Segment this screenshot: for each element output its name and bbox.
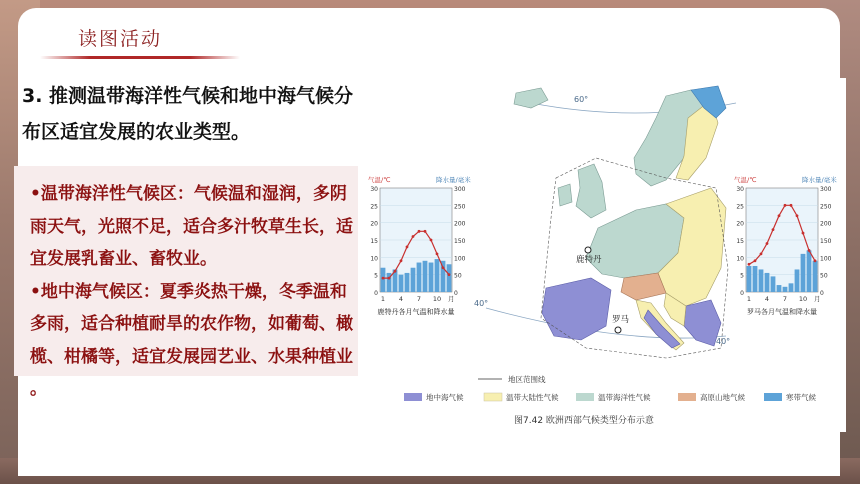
precipitation-bar: [747, 266, 752, 292]
y-left-tick-label: 25: [370, 203, 378, 211]
legend-label-plateau: 高原山地气候: [700, 393, 745, 402]
precipitation-bar: [399, 275, 404, 292]
y-left-tick-label: 10: [736, 255, 744, 263]
city-marker-rome: [615, 327, 621, 333]
y-left-tick-label: 0: [740, 290, 744, 297]
precipitation-bar: [801, 254, 806, 292]
temperature-point: [400, 259, 403, 262]
y-right-tick-label: 150: [820, 238, 832, 245]
map-caption: 图7.42 欧洲西部气候类型分布示意: [514, 416, 654, 426]
legend-swatch-continental: [484, 393, 502, 401]
temperature-point: [814, 259, 817, 262]
y-right-tick-label: 100: [820, 255, 832, 263]
city-label-rotterdam: 鹿特丹: [576, 255, 602, 265]
x-tick-label: 1: [380, 295, 386, 303]
x-axis-label: 月: [448, 295, 455, 303]
legend-swatch-mediterranean: [404, 393, 422, 401]
temperature-point: [382, 277, 385, 280]
y-right-tick-label: 50: [454, 272, 462, 280]
x-tick-label: 10: [432, 295, 442, 303]
y-left-tick-label: 20: [370, 220, 378, 228]
precipitation-bar: [429, 263, 434, 292]
y-left-tick-label: 30: [736, 186, 744, 193]
precipitation-bar: [789, 283, 794, 292]
precipitation-bar: [813, 261, 818, 292]
city-label-rome: 罗马: [612, 315, 630, 325]
precipitation-bar: [753, 266, 758, 292]
y-left-tick-label: 5: [374, 272, 378, 280]
y-left-tick-label: 20: [736, 220, 744, 228]
x-tick-label: 10: [798, 295, 808, 303]
y-right-tick-label: 200: [454, 220, 466, 228]
precipitation-bar: [441, 261, 446, 292]
legend-swatch-maritime: [576, 393, 594, 401]
region-ireland: [558, 184, 572, 206]
y-left-tick-label: 15: [370, 238, 378, 245]
legend-label-mediterranean: 地中海气候: [426, 393, 464, 402]
y-right-tick-label: 0: [820, 290, 824, 297]
section-title: 读图活动: [78, 28, 163, 50]
precipitation-bar: [405, 273, 410, 292]
precipitation-bar: [417, 263, 422, 292]
lat-label-mid: 40°: [716, 337, 731, 346]
temperature-point: [808, 249, 811, 252]
precipitation-bar: [795, 269, 800, 292]
temperature-point: [424, 230, 427, 233]
precipitation-bar: [447, 264, 452, 292]
precipitation-bar: [777, 285, 782, 292]
temperature-point: [772, 228, 775, 231]
precipitation-bar: [771, 276, 776, 292]
lat-label-north: 60°: [574, 95, 589, 104]
y-left-tick-label: 10: [370, 255, 378, 263]
title-underline: [40, 56, 240, 59]
temperature-point: [406, 246, 409, 249]
y-right-tick-label: 300: [820, 186, 832, 193]
precipitation-bar: [435, 259, 440, 292]
climate-map-figure: [366, 78, 846, 432]
x-tick-label: 7: [782, 295, 788, 303]
temperature-point: [448, 273, 451, 276]
precipitation-bar: [411, 268, 416, 292]
precipitation-bar: [381, 268, 386, 292]
temperature-point: [778, 214, 781, 217]
temperature-point: [766, 242, 769, 245]
y-left-tick-label: 5: [740, 272, 744, 280]
temperature-point: [412, 235, 415, 238]
legend-swatch-polar: [764, 393, 782, 401]
x-tick-label: 7: [416, 295, 422, 303]
chart-title: 鹿特丹各月气温和降水量: [377, 308, 455, 316]
y-right-tick-label: 150: [454, 238, 466, 245]
temperature-point: [436, 252, 439, 255]
y-right-tick-label: 100: [454, 255, 466, 263]
y-right-axis-label: 降水量/毫米: [802, 176, 837, 184]
x-tick-label: 4: [764, 295, 770, 303]
legend-label-continental: 温带大陆性气候: [506, 393, 559, 402]
y-left-axis-label: 气温/℃: [734, 176, 757, 184]
precipitation-bar: [423, 261, 428, 292]
answer-mediterranean: •地中海气候区：夏季炎热干燥，冬季温和多雨，适合种植耐旱的农作物，如葡萄、橄榄、柑橘等，适宜发展园艺业、水果种植业 。: [30, 281, 353, 399]
precipitation-bar: [807, 250, 812, 292]
x-axis-label: 月: [814, 295, 821, 303]
question-text: 3. 推测温带海洋性气候和地中海气候分布区适宜发展的农业类型。: [22, 85, 354, 143]
answer-list: [30, 178, 360, 406]
y-right-tick-label: 300: [454, 186, 466, 193]
y-right-axis-label: 降水量/毫米: [436, 176, 471, 184]
y-right-tick-label: 50: [820, 272, 828, 280]
temperature-point: [418, 230, 421, 233]
temperature-point: [748, 263, 751, 266]
temperature-point: [442, 266, 445, 269]
temperature-point: [784, 204, 787, 207]
legend-label-maritime: 温带海洋性气候: [598, 393, 651, 402]
temperature-point: [760, 252, 763, 255]
y-right-tick-label: 250: [454, 203, 466, 211]
y-right-tick-label: 200: [820, 220, 832, 228]
y-left-tick-label: 15: [736, 238, 744, 245]
y-left-tick-label: 0: [374, 290, 378, 297]
legend-swatch-plateau: [678, 393, 696, 401]
legend-label-polar: 寒带气候: [786, 393, 816, 402]
y-left-tick-label: 30: [370, 186, 378, 193]
y-left-axis-label: 气温/℃: [368, 176, 391, 184]
answer-maritime: •温带海洋性气候区：气候温和湿润，多阴雨天气，光照不足，适合多汁牧草生长，适宜发展乳畜业、畜牧业。: [30, 184, 353, 269]
chart-title: 罗马各月气温和降水量: [747, 308, 817, 316]
temperature-point: [802, 232, 805, 235]
y-left-tick-label: 25: [736, 203, 744, 211]
temperature-point: [388, 277, 391, 280]
temperature-point: [796, 214, 799, 217]
temperature-point: [394, 270, 397, 273]
precipitation-bar: [765, 273, 770, 292]
y-right-tick-label: 0: [454, 290, 458, 297]
lat-label-south: 40°: [474, 299, 489, 308]
y-right-tick-label: 250: [820, 203, 832, 211]
temperature-point: [430, 239, 433, 242]
legend-boundary-label: 地区范围线: [508, 375, 546, 384]
temperature-point: [790, 204, 793, 207]
city-marker-rotterdam: [585, 247, 591, 253]
precipitation-bar: [759, 269, 764, 292]
precipitation-bar: [783, 287, 788, 292]
x-tick-label: 4: [398, 295, 404, 303]
temperature-point: [754, 259, 757, 262]
x-tick-label: 1: [746, 295, 752, 303]
climate-map-svg: [366, 78, 846, 432]
